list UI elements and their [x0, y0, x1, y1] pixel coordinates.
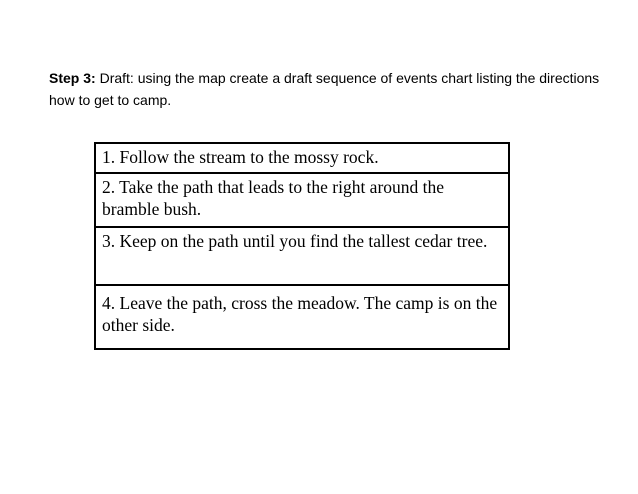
event-row	[95, 143, 509, 173]
event-cell-1: 1. Follow the stream to the mossy rock.	[95, 143, 509, 173]
step-label: Step 3:	[49, 70, 96, 86]
step-description: Draft: using the map create a draft sequence of events chart listing the directions how to get to camp.	[49, 70, 600, 108]
event-cell-3: 3. Keep on the path until you find the tallest cedar tree.	[95, 227, 509, 285]
event-row	[95, 227, 509, 285]
event-cell-4: 4. Leave the path, cross the meadow. The camp is on the other side.	[95, 285, 509, 349]
step-instructions	[49, 67, 609, 111]
event-row	[95, 285, 509, 349]
event-cell-2: 2. Take the path that leads to the right around the bramble bush.	[95, 173, 509, 227]
sequence-of-events-chart	[94, 142, 510, 350]
event-row	[95, 173, 509, 227]
